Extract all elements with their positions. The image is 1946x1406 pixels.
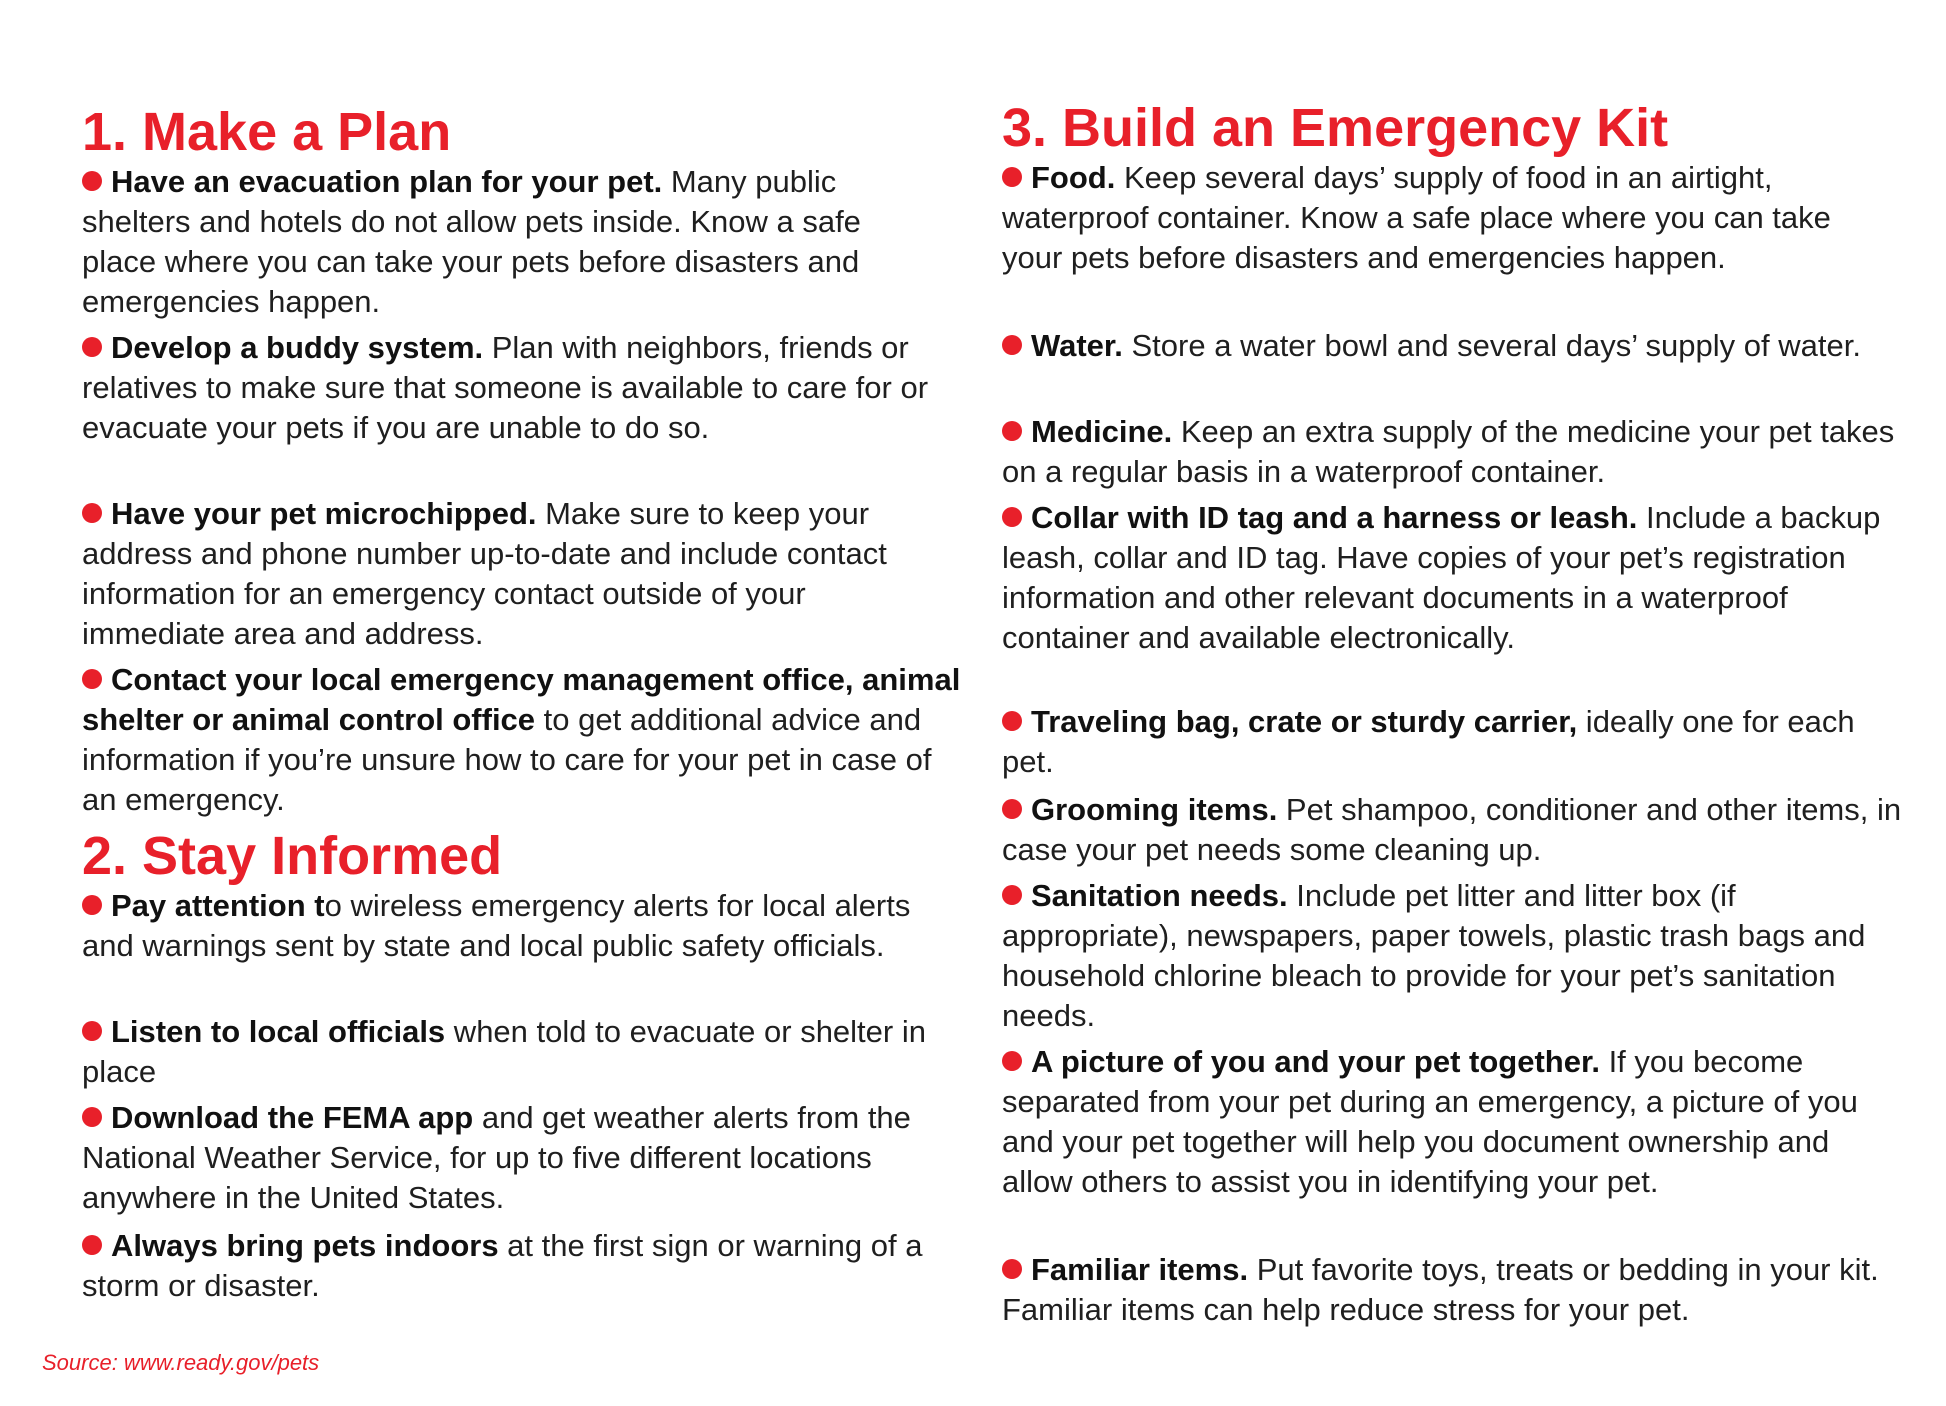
list-item [1002,326,1902,366]
bullet-icon [1002,885,1022,905]
item-text: o wireless emergency alerts for local alerts and warnings sent by state and local public safety officials. [82,888,911,963]
bullet-icon [82,171,102,191]
stay-informed-heading: 2. Stay Informed [82,826,503,886]
item-text: Include a backup leash, collar and ID tag. Have copies of your pet’s registration information and other relevant documents in a waterproof container and available electronically. [1002,500,1881,655]
item-title: Traveling bag, crate or sturdy carrier, [1031,704,1578,739]
bullet-icon [82,337,102,357]
item-title: Have an evacuation plan for your pet. [111,164,663,199]
list-item [82,162,922,322]
item-text: at the first sign or warning of a storm or disaster. [82,1228,923,1303]
bullet-icon [82,1235,102,1255]
bullet-icon [1002,167,1022,187]
list-item [1002,1250,1902,1330]
bullet-icon [82,1021,102,1041]
item-title: Contact your local emergency management office, animal shelter or animal control office [82,662,961,737]
list-item [82,1012,942,1092]
bullet-icon [1002,1051,1022,1071]
build-emergency-kit-heading: 3. Build an Emergency Kit [1002,98,1669,158]
bullet-icon [1002,421,1022,441]
item-text: Make sure to keep your address and phone number up-to-date and include contact information for an emergency contact outside of your immediate area and address. [82,496,887,651]
list-item [82,328,942,448]
list-item [82,660,962,820]
item-text: Pet shampoo, conditioner and other items, in case your pet needs some cleaning up. [1002,792,1902,867]
item-text: Put favorite toys, treats or bedding in your kit. Familiar items can help reduce stress for your pet. [1002,1252,1879,1327]
bullet-icon [1002,799,1022,819]
item-title: Medicine. [1031,414,1173,449]
bullet-icon [82,895,102,915]
item-title: A picture of you and your pet together. [1031,1044,1600,1079]
list-item [82,494,942,654]
list-item [82,1226,942,1306]
list-item [1002,498,1902,658]
item-title: Develop a buddy system. [111,330,484,365]
bullet-icon [1002,335,1022,355]
item-title: Collar with ID tag and a harness or leash. [1031,500,1638,535]
list-item [1002,158,1852,278]
list-item [1002,702,1902,782]
item-title: Pay attention t [111,888,325,923]
bullet-icon [82,503,102,523]
bullet-icon [82,1107,102,1127]
item-text: Plan with neighbors, friends or relatives to make sure that someone is available to care for or evacuate your pets if you are unable to do so. [82,330,929,445]
list-item [1002,790,1902,870]
item-text: Many public shelters and hotels do not allow pets inside. Know a safe place where you can take your pets before disasters and emergencies happen. [82,164,861,319]
item-title: Familiar items. [1031,1252,1249,1287]
source-citation: Source: www.ready.gov/pets [42,1350,320,1375]
item-text: and get weather alerts from the National Weather Service, for up to five different locations anywhere in the United States. [82,1100,911,1215]
list-item [1002,1042,1902,1202]
list-item [1002,876,1902,1036]
item-text: Store a water bowl and several days’ supply of water. [1122,328,1861,363]
list-item [82,1098,942,1218]
list-item [1002,412,1902,492]
item-title: Food. [1031,160,1116,195]
item-text: Include pet litter and litter box (if appropriate), newspapers, paper towels, plastic trash bags and household chlorine bleach to provide for your pet’s sanitation needs. [1002,878,1866,1033]
bullet-icon [1002,1259,1022,1279]
item-text: If you become separated from your pet during an emergency, a picture of you and your pet together will help you document ownership and allow others to assist you in identifying your pet. [1002,1044,1858,1199]
item-text: Keep several days’ supply of food in an airtight, waterproof container. Know a safe place where you can take your pets before disasters and emergencies happen. [1002,160,1831,275]
item-title: Download the FEMA app [111,1100,474,1135]
item-title: Grooming items. [1031,792,1278,827]
list-item [82,886,962,966]
bullet-icon [1002,711,1022,731]
item-text: Keep an extra supply of the medicine your pet takes on a regular basis in a waterproof container. [1002,414,1895,489]
item-title: Sanitation needs. [1031,878,1288,913]
bullet-icon [82,669,102,689]
item-text: when told to evacuate or shelter in place [82,1014,926,1089]
item-text: to get additional advice and information if you’re unsure how to care for your pet in case of an emergency. [82,702,932,817]
make-a-plan-heading: 1. Make a Plan [82,102,452,162]
item-title: Water. [1031,328,1123,363]
item-title: Listen to local officials [111,1014,446,1049]
item-title: Always bring pets indoors [111,1228,499,1263]
item-title: Have your pet microchipped. [111,496,537,531]
item-text: ideally one for each pet. [1002,704,1855,779]
bullet-icon [1002,507,1022,527]
